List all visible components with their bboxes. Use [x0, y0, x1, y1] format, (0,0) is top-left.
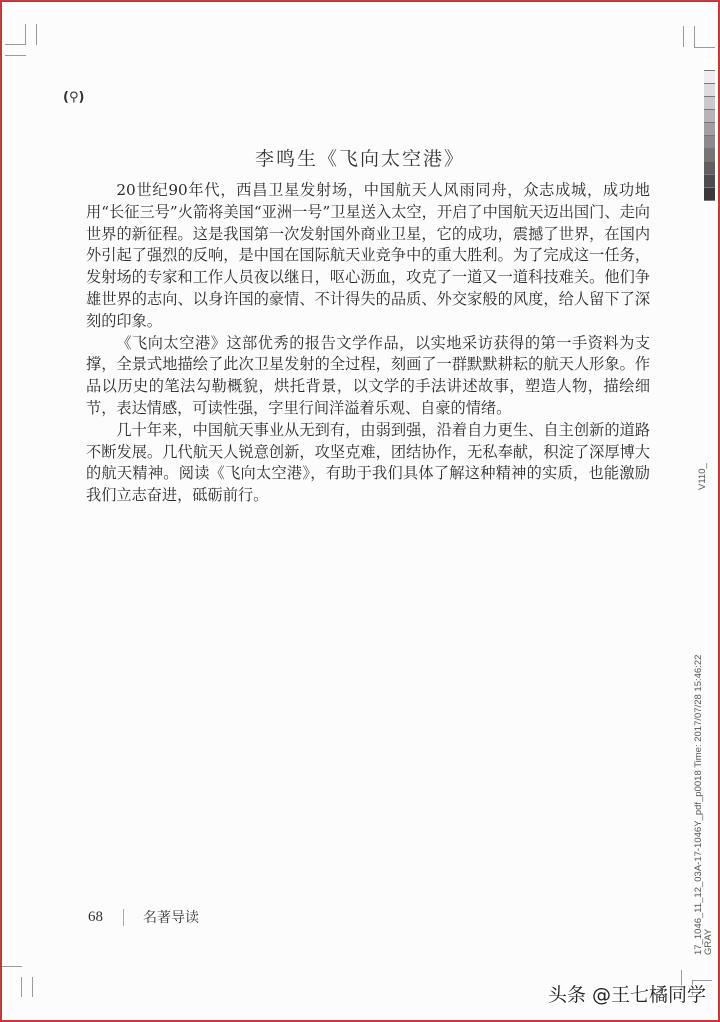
gray-scale-calibration-bar: [704, 58, 715, 201]
gray-step-4: [704, 110, 715, 123]
crop-mark-bottom-left-v2: [32, 977, 33, 997]
watermark: 头条 @王七橘同学: [548, 984, 707, 1006]
crop-mark-top-right-h: [694, 47, 715, 48]
section-name: 名著导读: [143, 910, 199, 926]
page-number: 68: [88, 908, 103, 925]
crop-mark-top-left-h2: [5, 55, 26, 56]
paragraph-2: 《飞向太空港》这部优秀的报告文学作品，以实地采访获得的第一手资料为支撑，全景式地描绘了此次卫星发射的全过程，刻画了一群默默耕耘的航天人形象。作品以历史的笔法勾勒概貌，烘托背景，以文学的手法讲述故事，塑造人物，描绘细节，表达情感，可读性强，字里行间洋溢着乐观、自豪的情绪。: [86, 333, 650, 417]
print-job-text: 17_1046_11_12_03A-17-1046Y_pdf_p0018 Time: 2017/07/28 15:46:22: [693, 654, 704, 955]
crop-mark-top-left-v: [25, 24, 26, 45]
article-body: [86, 180, 650, 507]
gray-step-3: [704, 97, 715, 110]
paragraph-3: 几十年来，中国航天事业从无到有，由弱到强，沿着自力更生、自主创新的道路不断发展。几代航天人锐意创新，攻坚克难，团结协作，无私奉献，积淀了深厚博大的航天精神。阅读《飞向太空港》，有助于我们具体了解这种精神的实质，也能激励我们立志奋进，砥砺前行。: [86, 420, 650, 505]
paragraph-1: 20世纪90年代，西昌卫星发射场，中国航天人风雨同舟，众志成城，成功地用“长征三号”火箭将美国“亚洲一号”卫星送入太空，开启了中国航天迈出国门、走向世界的新征程。这是我国第一次发射国外商业卫星，它的成功，震撼了世界，在国内外引起了强烈的反响，是中国在国际航天业竞争中的重大胜利。为了完成这一任务，发射场的专家和工作人员夜以继日，呕心沥血，攻克了一道又一道科技难关。他们争雄世界的志向、以身许国的豪情、不计得失的品质、外交家般的风度，给人留下了深刻的印象。: [86, 181, 650, 330]
gray-step-0: [704, 58, 715, 71]
gray-step-10: [704, 188, 715, 201]
gray-step-5: [704, 123, 715, 136]
gray-step-9: [704, 175, 715, 188]
page-footer: [88, 907, 199, 927]
page-title: 李鸣生《飞向太空港》: [254, 148, 465, 170]
gray-step-1: [704, 71, 715, 84]
crop-mark-top-left-v2: [36, 24, 37, 45]
book-publisher-logo-icon: (⚲): [63, 90, 85, 105]
gray-step-2: [704, 84, 715, 97]
print-version-mark: V110_: [697, 463, 708, 490]
footer-divider: [123, 909, 124, 926]
crop-mark-top-right-v2: [694, 26, 695, 47]
crop-mark-top-left-h: [5, 44, 26, 45]
crop-mark-bottom-left-v: [21, 977, 22, 997]
color-mode-text: GRAY: [703, 928, 714, 955]
crop-mark-bottom-left-h: [2, 966, 22, 967]
print-job-info: [694, 655, 714, 955]
crop-mark-top-right-v: [683, 26, 684, 47]
